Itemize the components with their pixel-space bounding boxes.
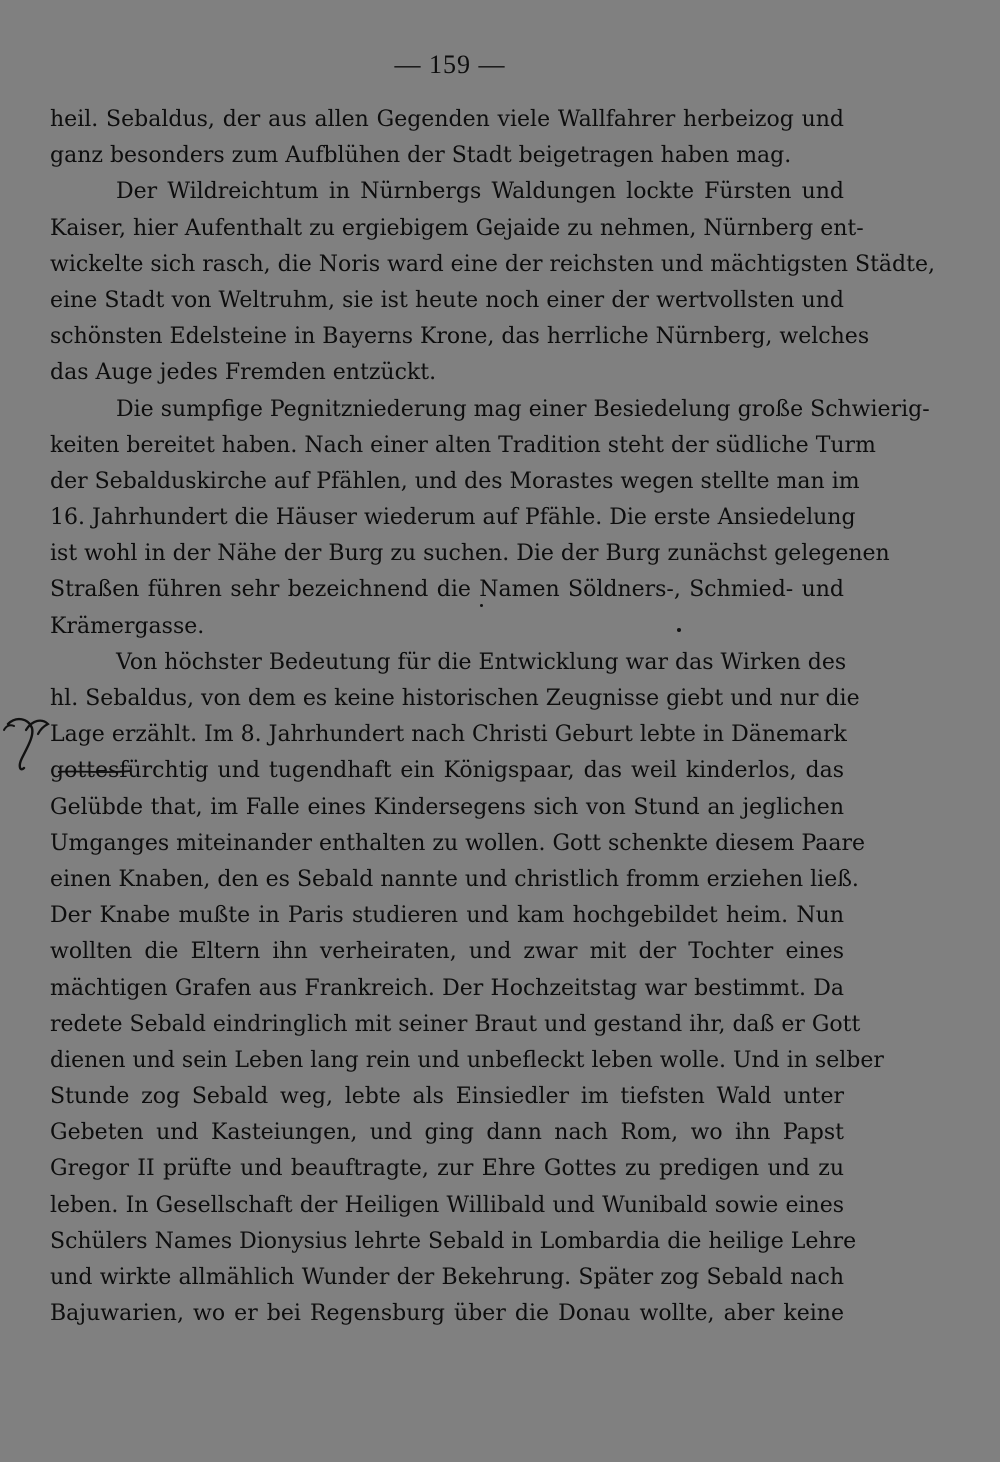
- text-line: mächtigen Grafen aus Frankreich. Der Hochzeitstag war bestimmt. Da: [50, 975, 844, 1001]
- text-line: Bajuwarien, wo er bei Regensburg über die Donau wollte, aber keine: [50, 1301, 844, 1327]
- text-line: ist wohl in der Nähe der Burg zu suchen. Die der Burg zunächst gelegenen: [50, 541, 890, 567]
- text-line: redete Sebald eindringlich mit seiner Braut und gestand ihr, daß er Gott: [50, 1011, 861, 1037]
- text-line: wollten die Eltern ihn verheiraten, und zwar mit der Tochter eines: [50, 939, 844, 965]
- text-line: Der Knabe mußte in Paris studieren und kam hochgebildet heim. Nun: [50, 903, 844, 929]
- text-line: 16. Jahrhundert die Häuser wiederum auf Pfähle. Die erste Ansiedelung: [50, 505, 856, 531]
- text-line: Straßen führen sehr bezeichnend die Namen Söldners-, Schmied- und: [50, 577, 844, 603]
- text-line: das Auge jedes Fremden entzückt.: [50, 360, 437, 386]
- text-line: ganz besonders zum Aufblühen der Stadt beigetragen haben mag.: [50, 143, 792, 169]
- text-line: einen Knaben, den es Sebald nannte und christlich fromm erziehen ließ.: [50, 866, 859, 892]
- text-line: schönsten Edelsteine in Bayerns Krone, das herrliche Nürnberg, welches: [50, 324, 870, 350]
- text-line: Schülers Names Dionysius lehrte Sebald in Lombardia die heilige Lehre: [50, 1228, 857, 1254]
- text-line: keiten bereitet haben. Nach einer alten Tradition steht der südliche Turm: [50, 432, 876, 458]
- text-line: und wirkte allmählich Wunder der Bekehrung. Später zog Sebald nach: [50, 1265, 844, 1290]
- text-line: wickelte sich rasch, die Noris ward eine der reichsten und mächtigsten Städte,: [50, 251, 935, 277]
- text-line: hl. Sebaldus, von dem es keine historischen Zeugnisse giebt und nur die: [50, 686, 860, 711]
- text-line: Der Wildreichtum in Nürnbergs Waldungen lockte Fürsten und: [116, 179, 844, 205]
- text-line: Lage erzählt. Im 8. Jahrhundert nach Christi Geburt lebte in Dänemark: [50, 722, 847, 748]
- text-line: Kaiser, hier Aufenthalt zu ergiebigem Gejaide zu nehmen, Nürnberg ent-: [50, 215, 864, 241]
- text-line: Gelübde that, im Falle eines Kindersegens sich von Stund an jeglichen: [50, 794, 844, 820]
- text-line: eine Stadt von Weltruhm, sie ist heute noch einer der wertvollsten und: [50, 287, 844, 313]
- text-line: dienen und sein Leben lang rein und unbefleckt leben wolle. Und in selber: [50, 1047, 884, 1073]
- text-line: Gregor II prüfte und beauftragte, zur Ehre Gottes zu predigen und zu: [50, 1156, 844, 1182]
- handwritten-mark-icon: [2, 710, 52, 774]
- text-line: Gebeten und Kasteiungen, und ging dann nach Rom, wo ihn Papst: [50, 1120, 844, 1146]
- page-number: — 159 —: [394, 50, 506, 79]
- text-line: Die sumpfige Pegnitzniederung mag einer Besiedelung große Schwierig-: [116, 396, 930, 422]
- text-line: Krämergasse.: [50, 613, 205, 639]
- text-line: leben. In Gesellschaft der Heiligen Willibald und Wunibald sowie eines: [50, 1192, 844, 1218]
- body-text: [50, 102, 935, 1332]
- text-line: der Sebalduskirche auf Pfählen, und des Morastes wegen stellte man im: [50, 468, 860, 494]
- text-line: Umganges miteinander enthalten zu wollen. Gott schenkte diesem Paare: [50, 830, 865, 856]
- text-line: Von höchster Bedeutung für die Entwicklung war das Wirken des: [116, 649, 847, 675]
- text-line: heil. Sebaldus, der aus allen Gegenden viele Wallfahrer herbeizog und: [50, 107, 844, 132]
- text-line: Stunde zog Sebald weg, lebte als Einsiedler im tiefsten Wald unter: [50, 1084, 844, 1110]
- text-line: gottesfürchtig und tugendhaft ein Königspaar, das weil kinderlos, das: [50, 758, 844, 784]
